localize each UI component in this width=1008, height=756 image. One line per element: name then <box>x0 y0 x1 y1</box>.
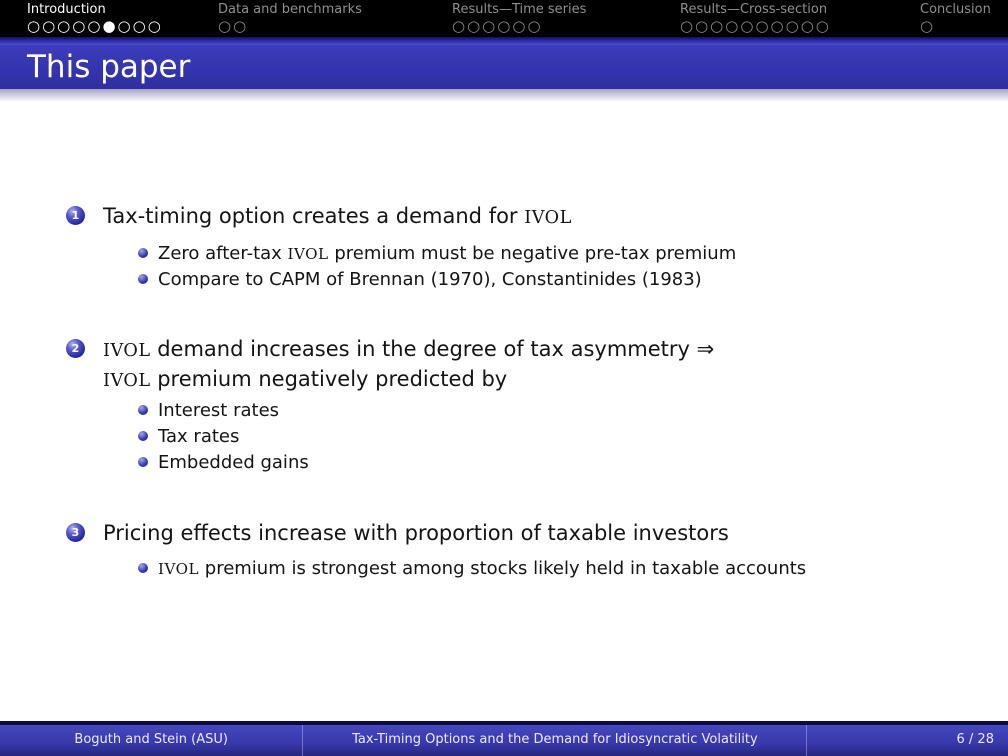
nav-section-label[interactable]: Data and benchmarks <box>218 2 362 17</box>
nav-section-label[interactable]: Conclusion <box>920 2 991 17</box>
bullet-ball-icon <box>138 405 148 415</box>
nav-section-results-cross-section <box>680 0 831 34</box>
list-item-2 <box>66 335 714 395</box>
footer-paper-title: Tax-Timing Options and the Demand for Idiosyncratic Volatility <box>302 725 806 756</box>
sub-item <box>138 241 736 267</box>
nav-section-introduction <box>27 0 163 34</box>
sub-item <box>138 556 806 582</box>
sub-item-text <box>158 556 806 582</box>
list-item-1 <box>66 202 572 232</box>
title-shadow <box>0 89 1008 102</box>
smallcaps-ivol: IVOL <box>287 245 329 263</box>
text-segment: Embedded gains <box>158 452 309 473</box>
sub-item-text <box>158 241 736 267</box>
bullet-ball-icon <box>138 457 148 467</box>
text-segment: Interest rates <box>158 400 280 421</box>
footer-bar <box>0 725 1008 756</box>
sub-item-text <box>158 424 239 449</box>
sub-item <box>138 398 279 423</box>
text-segment: premium is strongest among stocks likely held in taxable accounts <box>199 558 807 579</box>
text-segment: demand increases in the degree of tax asymmetry ⇒ <box>150 337 715 361</box>
item-text <box>103 519 729 547</box>
sub-item <box>138 267 702 292</box>
frame-title: This paper <box>0 45 1008 89</box>
item-number-ball-icon: 2 <box>66 339 85 358</box>
bullet-ball-icon <box>138 248 148 258</box>
nav-section-conclusion <box>920 0 991 34</box>
footer-page-number: 6 / 28 <box>806 725 1008 756</box>
nav-section-results-time-series <box>452 0 586 34</box>
text-segment: premium must be negative pre-tax premium <box>328 243 737 264</box>
slide-dots-icon[interactable]: ○○○○○○○○○○ <box>680 17 831 35</box>
text-segment: Zero after-tax <box>158 243 288 264</box>
bullet-ball-icon <box>138 274 148 284</box>
slide-dots-icon[interactable]: ○○ <box>218 17 249 35</box>
item-number-ball-icon: 3 <box>66 523 85 542</box>
text-segment: Tax rates <box>158 426 240 447</box>
section-navigation-bar <box>0 0 1008 37</box>
sub-item <box>138 424 239 449</box>
smallcaps-ivol: IVOL <box>524 208 572 228</box>
text-segment: Compare to CAPM of Brennan (1970), Constantinides (1983) <box>158 269 702 290</box>
footer-authors: Boguth and Stein (ASU) <box>74 732 228 747</box>
text-segment: Pricing effects increase with proportion of taxable investors <box>103 521 729 545</box>
text-segment: Tax-timing option creates a demand for <box>103 204 525 228</box>
smallcaps-ivol: IVOL <box>103 371 151 391</box>
sub-item <box>138 450 309 475</box>
bullet-ball-icon <box>138 431 148 441</box>
sub-item-text <box>158 267 702 292</box>
slide-dots-icon[interactable]: ○ <box>920 17 936 35</box>
smallcaps-ivol: IVOL <box>103 341 151 361</box>
slide-dots-icon[interactable]: ○○○○○●○○○ <box>27 17 163 35</box>
item-number-ball-icon: 1 <box>66 206 85 225</box>
nav-section-label[interactable]: Introduction <box>27 2 106 17</box>
nav-section-data-and-benchmarks <box>218 0 362 34</box>
header-separation-line <box>0 37 1008 45</box>
sub-item-text <box>158 450 309 475</box>
slide-dots-icon[interactable]: ○○○○○○ <box>452 17 543 35</box>
list-item-3 <box>66 519 729 547</box>
item-text <box>103 335 714 395</box>
smallcaps-ivol: IVOL <box>158 560 200 578</box>
nav-section-label[interactable]: Results—Time series <box>452 2 587 17</box>
nav-section-label[interactable]: Results—Cross-section <box>680 2 828 17</box>
sub-item-text <box>158 398 279 423</box>
item-text <box>103 202 572 232</box>
bullet-ball-icon <box>138 563 148 573</box>
text-segment: premium negatively predicted by <box>150 367 508 391</box>
